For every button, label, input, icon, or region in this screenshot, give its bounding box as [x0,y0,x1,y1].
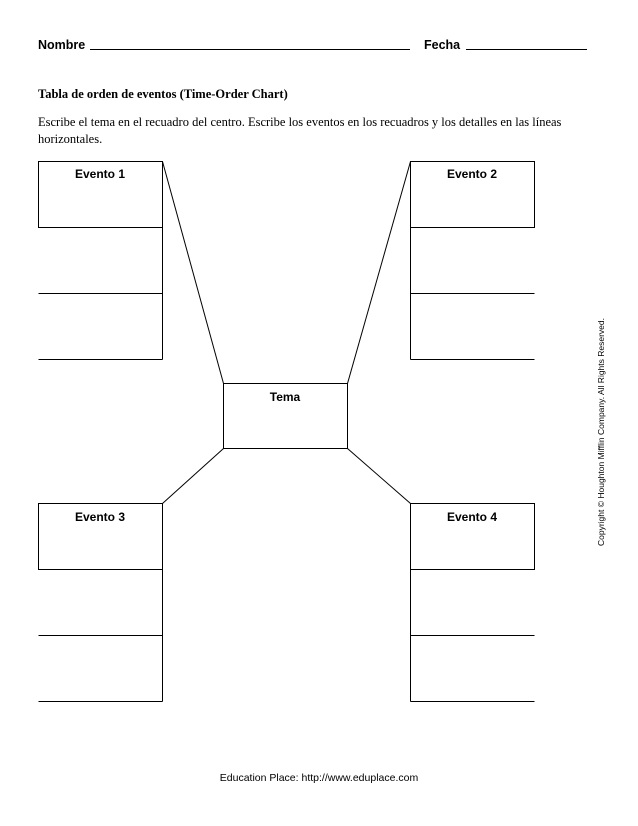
copyright-notice: Copyright © Houghton Mifflin Company. All Rights Reserved. [596,318,606,546]
name-label: Nombre [38,38,86,52]
worksheet-title: Tabla de orden de eventos (Time-Order Chart) [38,87,288,101]
connector-event-4 [348,449,411,504]
event-1-label: Evento 1 [74,167,125,181]
footer-text: Education Place: http://www.eduplace.com [219,772,419,784]
event-4-label: Evento 4 [446,510,497,524]
connector-event-1 [163,162,224,384]
connector-event-3 [163,449,224,504]
event-2-label: Evento 2 [446,167,497,181]
date-label: Fecha [424,38,461,52]
topic-label: Tema [269,390,301,404]
instructions-text: Escribe el tema en el recuadro del centro. Escribe los eventos en los recuadros y los detalles en las líneas horizontales. [38,115,562,146]
connector-event-2 [348,162,411,384]
event-3-label: Evento 3 [74,510,125,524]
